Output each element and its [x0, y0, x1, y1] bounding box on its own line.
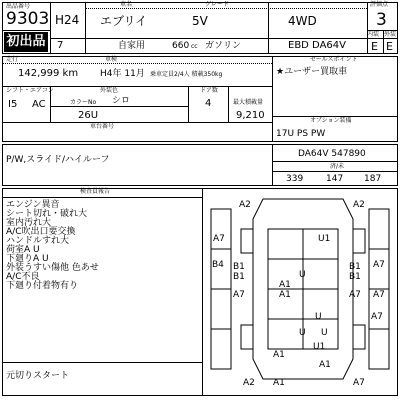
fuel: ガソリン	[205, 41, 242, 51]
damage-mark: B4	[212, 260, 224, 270]
note-item: 室内汚れ大	[6, 218, 52, 228]
damage-mark: A2	[353, 200, 365, 210]
recycle-status: 済/未	[330, 163, 345, 170]
height: 187	[364, 174, 382, 184]
damage-mark: B1	[233, 262, 245, 272]
mileage: 142,999 km	[18, 68, 79, 79]
doors-label: ドア数	[200, 87, 218, 94]
damage-mark: U	[321, 328, 328, 338]
color-no-label: カラーNo	[70, 99, 97, 106]
car-name-label: 車名	[120, 1, 133, 8]
sales-point: ★ユーザー買取車	[276, 67, 348, 77]
cc-unit: cc	[191, 43, 198, 50]
note-item: A/C吹出口要交換	[6, 227, 76, 237]
damage-mark: A2	[243, 378, 255, 388]
damage-mark: B1	[349, 272, 361, 282]
max-load-value: 9,210	[236, 110, 265, 121]
damage-mark: A7	[373, 290, 385, 300]
equipment: 17U PS PW	[276, 129, 326, 139]
damage-mark: A7	[233, 290, 245, 300]
ac: AC	[32, 99, 46, 110]
note-item: 下廻り付着物有り	[6, 281, 79, 291]
drive-type: 4WD	[288, 14, 317, 28]
note-item: ハンドルすれ大	[6, 236, 70, 246]
note-item: シート切れ・破れ大	[6, 209, 88, 219]
damage-mark: A1	[273, 350, 285, 360]
exterior-color: シロ	[112, 96, 131, 106]
damage-mark: U1	[313, 342, 326, 352]
exterior-label: 外装	[384, 31, 397, 38]
grade-label: グレード	[205, 1, 230, 8]
damage-mark: A7	[213, 234, 225, 244]
score-label: 評価点	[370, 1, 389, 8]
max-load-label: 最大積載量	[233, 99, 264, 106]
damage-mark: A7	[349, 290, 361, 300]
sales-point-label: セールスポイント	[310, 56, 358, 63]
inspection-date: H4年 11月	[100, 69, 145, 79]
damage-diagram	[203, 189, 397, 395]
damage-mark: U1	[318, 234, 331, 244]
length: 339	[286, 174, 304, 184]
month: 7	[57, 40, 64, 51]
damage-mark: U	[299, 270, 306, 280]
lot-label: 出品番号	[6, 3, 31, 10]
shift-label: シフト・エアコン	[6, 87, 54, 94]
damage-mark: B1	[233, 272, 245, 282]
mileage-label: 走行	[6, 56, 19, 63]
exterior-grade: E	[386, 40, 393, 53]
options-list: P/W,スライド/ハイルーフ	[6, 155, 110, 165]
footer-note: 元切りスタート	[6, 371, 70, 381]
damage-mark: A7	[373, 260, 385, 270]
inspector-report-title: 検査員報告	[80, 188, 111, 195]
usage: 自家用	[118, 41, 146, 51]
damage-mark: A7	[353, 378, 365, 388]
note-item: 荷室A U	[6, 245, 40, 255]
car-name: エブリイ	[100, 14, 148, 28]
damage-mark: U	[299, 328, 306, 338]
damage-mark: A1	[279, 280, 291, 290]
inspection-label: 車検	[105, 56, 118, 63]
damage-mark: A7	[371, 312, 383, 322]
damage-mark: A1	[279, 290, 291, 300]
width: 147	[326, 174, 344, 184]
note-item: 下廻りA U	[6, 254, 49, 264]
note-item: エンジン異音	[6, 200, 60, 210]
interior-label: 内装	[367, 31, 380, 38]
damage-mark: A1	[319, 360, 331, 370]
shift: I5	[8, 99, 18, 110]
damage-mark: U	[315, 312, 322, 322]
note-item: A/C不良	[6, 272, 40, 282]
chassis-no-label: 車台番号	[90, 123, 115, 130]
damage-mark: A1	[273, 378, 285, 388]
lot-number: 9303	[6, 9, 50, 29]
grade: 5V	[192, 14, 208, 28]
color-label: 外装色	[100, 87, 119, 94]
first-listing-badge: 初出品	[4, 32, 48, 52]
damage-mark: A2	[239, 200, 251, 210]
options-title: オプション装備	[310, 117, 352, 124]
doors: 4	[205, 98, 212, 109]
interior-grade: E	[371, 40, 378, 53]
score: 3	[376, 10, 387, 30]
model-code: EBD DA64V	[288, 40, 346, 51]
capacity: 乗車定員2/4人 積載350kg	[150, 71, 223, 78]
damage-mark: B1	[349, 262, 361, 272]
model-year: H24	[55, 13, 80, 27]
color-code: 26U	[78, 110, 99, 121]
note-item: 外装うすい傷他 色あせ	[6, 263, 99, 273]
displacement: 660	[172, 41, 190, 51]
chassis-number: DA64V 547890	[298, 149, 366, 159]
